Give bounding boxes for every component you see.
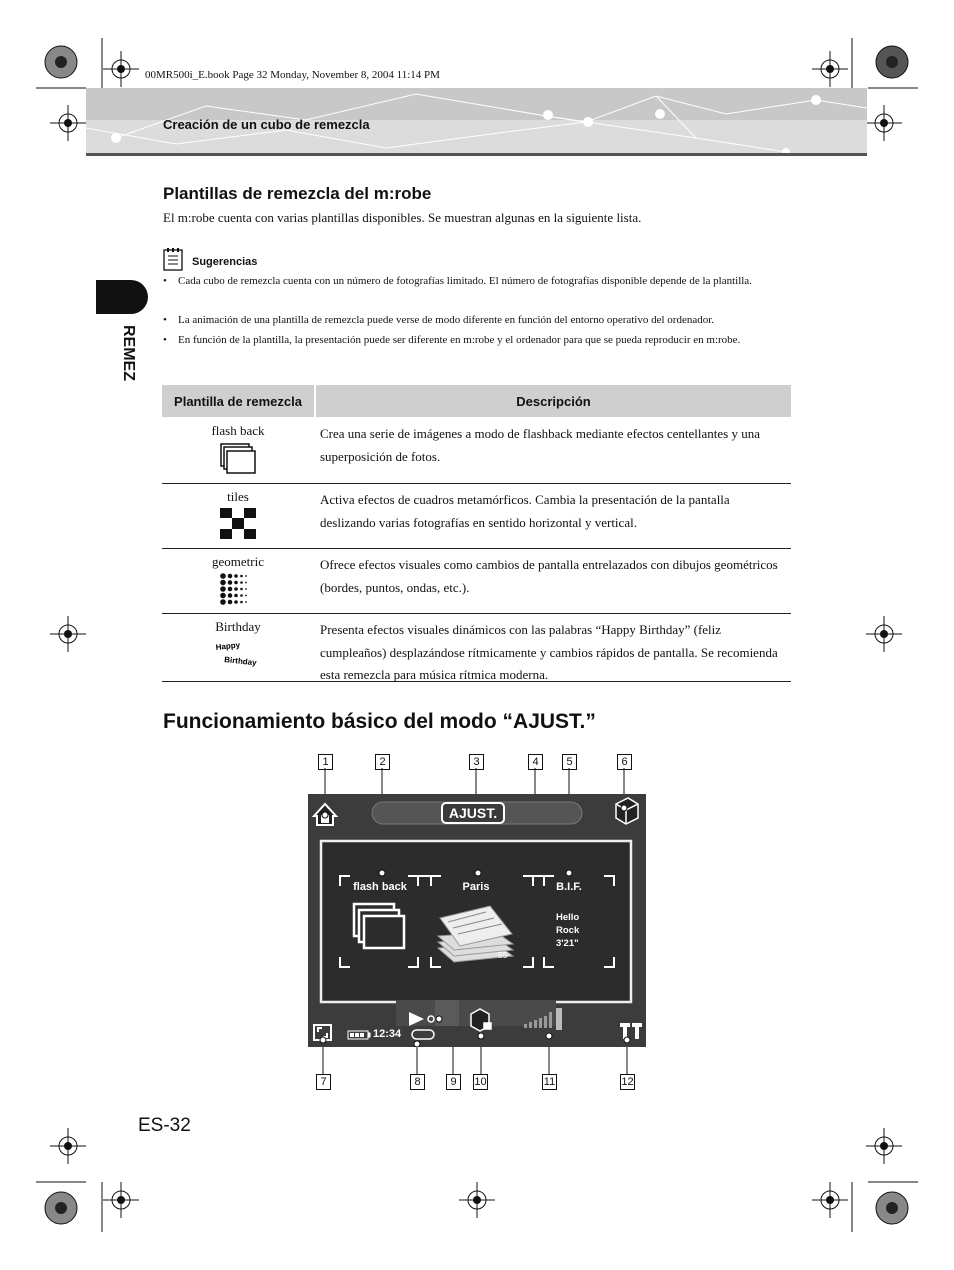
song-title-line: Hello [556, 912, 580, 923]
slot-label: flash back [353, 881, 407, 893]
tips-heading: Sugerencias [192, 256, 258, 268]
clock: 12:34 [373, 1028, 402, 1040]
slot-label: B.I.F. [556, 881, 582, 893]
table-row: flash back Crea una serie de imágenes a modo de flashback mediante efectos centellantes y una superposición de fotos. [162, 417, 791, 484]
music-cube-icon [616, 798, 638, 824]
table-row: Birthday Happy Birthday Presenta efectos visuales dinámicos con las palabras “Happy Birthday” (feliz cumpleaños) desplazándose rítmicamente y cambios rápidos de pantalla. Se recomienda esta remezcla para música rítmica moderna. [162, 613, 791, 682]
side-tab-text: REMEZ [120, 325, 137, 381]
callout-5: 5 [562, 754, 577, 770]
table-header-template: Plantilla de remezcla [162, 385, 314, 417]
dot-grid-icon [220, 573, 256, 605]
callout-11: 11 [543, 1076, 556, 1088]
tip-item: • Cada cubo de remezcla cuenta con un número de fotografías limitado. El número de fotografías disponible depende de la plantilla. [163, 275, 752, 287]
callout-3: 3 [469, 754, 484, 770]
callout-2: 2 [375, 754, 390, 770]
mode-label: AJUST. [441, 802, 505, 824]
callout-10: 10 [474, 1076, 487, 1088]
side-tab-label [116, 325, 140, 418]
tip-item: • La animación de una plantilla de remezcla puede verse de modo diferente en función del entorno operativo del ordenador. [163, 314, 715, 326]
notepad-icon [162, 247, 186, 271]
callout-6: 6 [617, 754, 632, 770]
callout-7: 7 [316, 1074, 331, 1090]
header-rule [86, 153, 867, 156]
callout-1: 1 [318, 754, 333, 770]
templates-heading: Plantillas de remezcla del m:robe [163, 184, 432, 203]
section-title: Creación de un cubo de remezcla [163, 117, 370, 132]
callout-8: 8 [410, 1074, 425, 1090]
callout-12: 12 [621, 1076, 634, 1088]
table-row: tiles Activa efectos de cuadros metamórficos. Cambia la presentación de la pantalla deslizando varias fotografías en sentido horizontal y vertical. [162, 483, 791, 549]
callout-9: 9 [446, 1074, 461, 1090]
slot-label: Paris [462, 881, 490, 893]
svg-text:Birthday: Birthday [223, 655, 258, 667]
file-stamp: 00MR500i_E.book Page 32 Monday, November 8, 2004 11:14 PM [145, 69, 440, 81]
side-tab [96, 280, 148, 314]
song-info [556, 911, 579, 950]
callout-4: 4 [528, 754, 543, 770]
ajust-screen [308, 794, 646, 1047]
checker-tiles-icon [220, 508, 256, 540]
page-number: ES-32 [138, 1115, 191, 1136]
screen-graphics [308, 794, 646, 1047]
song-title-line: Rock [556, 925, 580, 936]
photo-count: 55 [498, 950, 508, 960]
table-row: geometric Ofrece efectos visuales como cambios de pantalla entrelazados con dibujos geométricos (bordes, puntos, ondas, etc.). [162, 548, 791, 614]
happy-birthday-icon [214, 639, 266, 667]
tip-item: • En función de la plantilla, la presentación puede ser diferente en m:robe y el ordenador para que se pueda reproducir en m:robe. [163, 334, 741, 346]
table-header-description: Descripción [316, 385, 791, 417]
templates-intro: El m:robe cuenta con varias plantillas disponibles. Se muestran algunas en la siguiente lista. [163, 210, 642, 225]
song-duration: 3'21" [556, 938, 579, 949]
svg-text:Happy: Happy [215, 640, 241, 652]
stacked-frames-icon [220, 443, 256, 475]
tools-icon [620, 1023, 642, 1039]
ajust-heading: Funcionamiento básico del modo “AJUST.” [163, 710, 596, 733]
